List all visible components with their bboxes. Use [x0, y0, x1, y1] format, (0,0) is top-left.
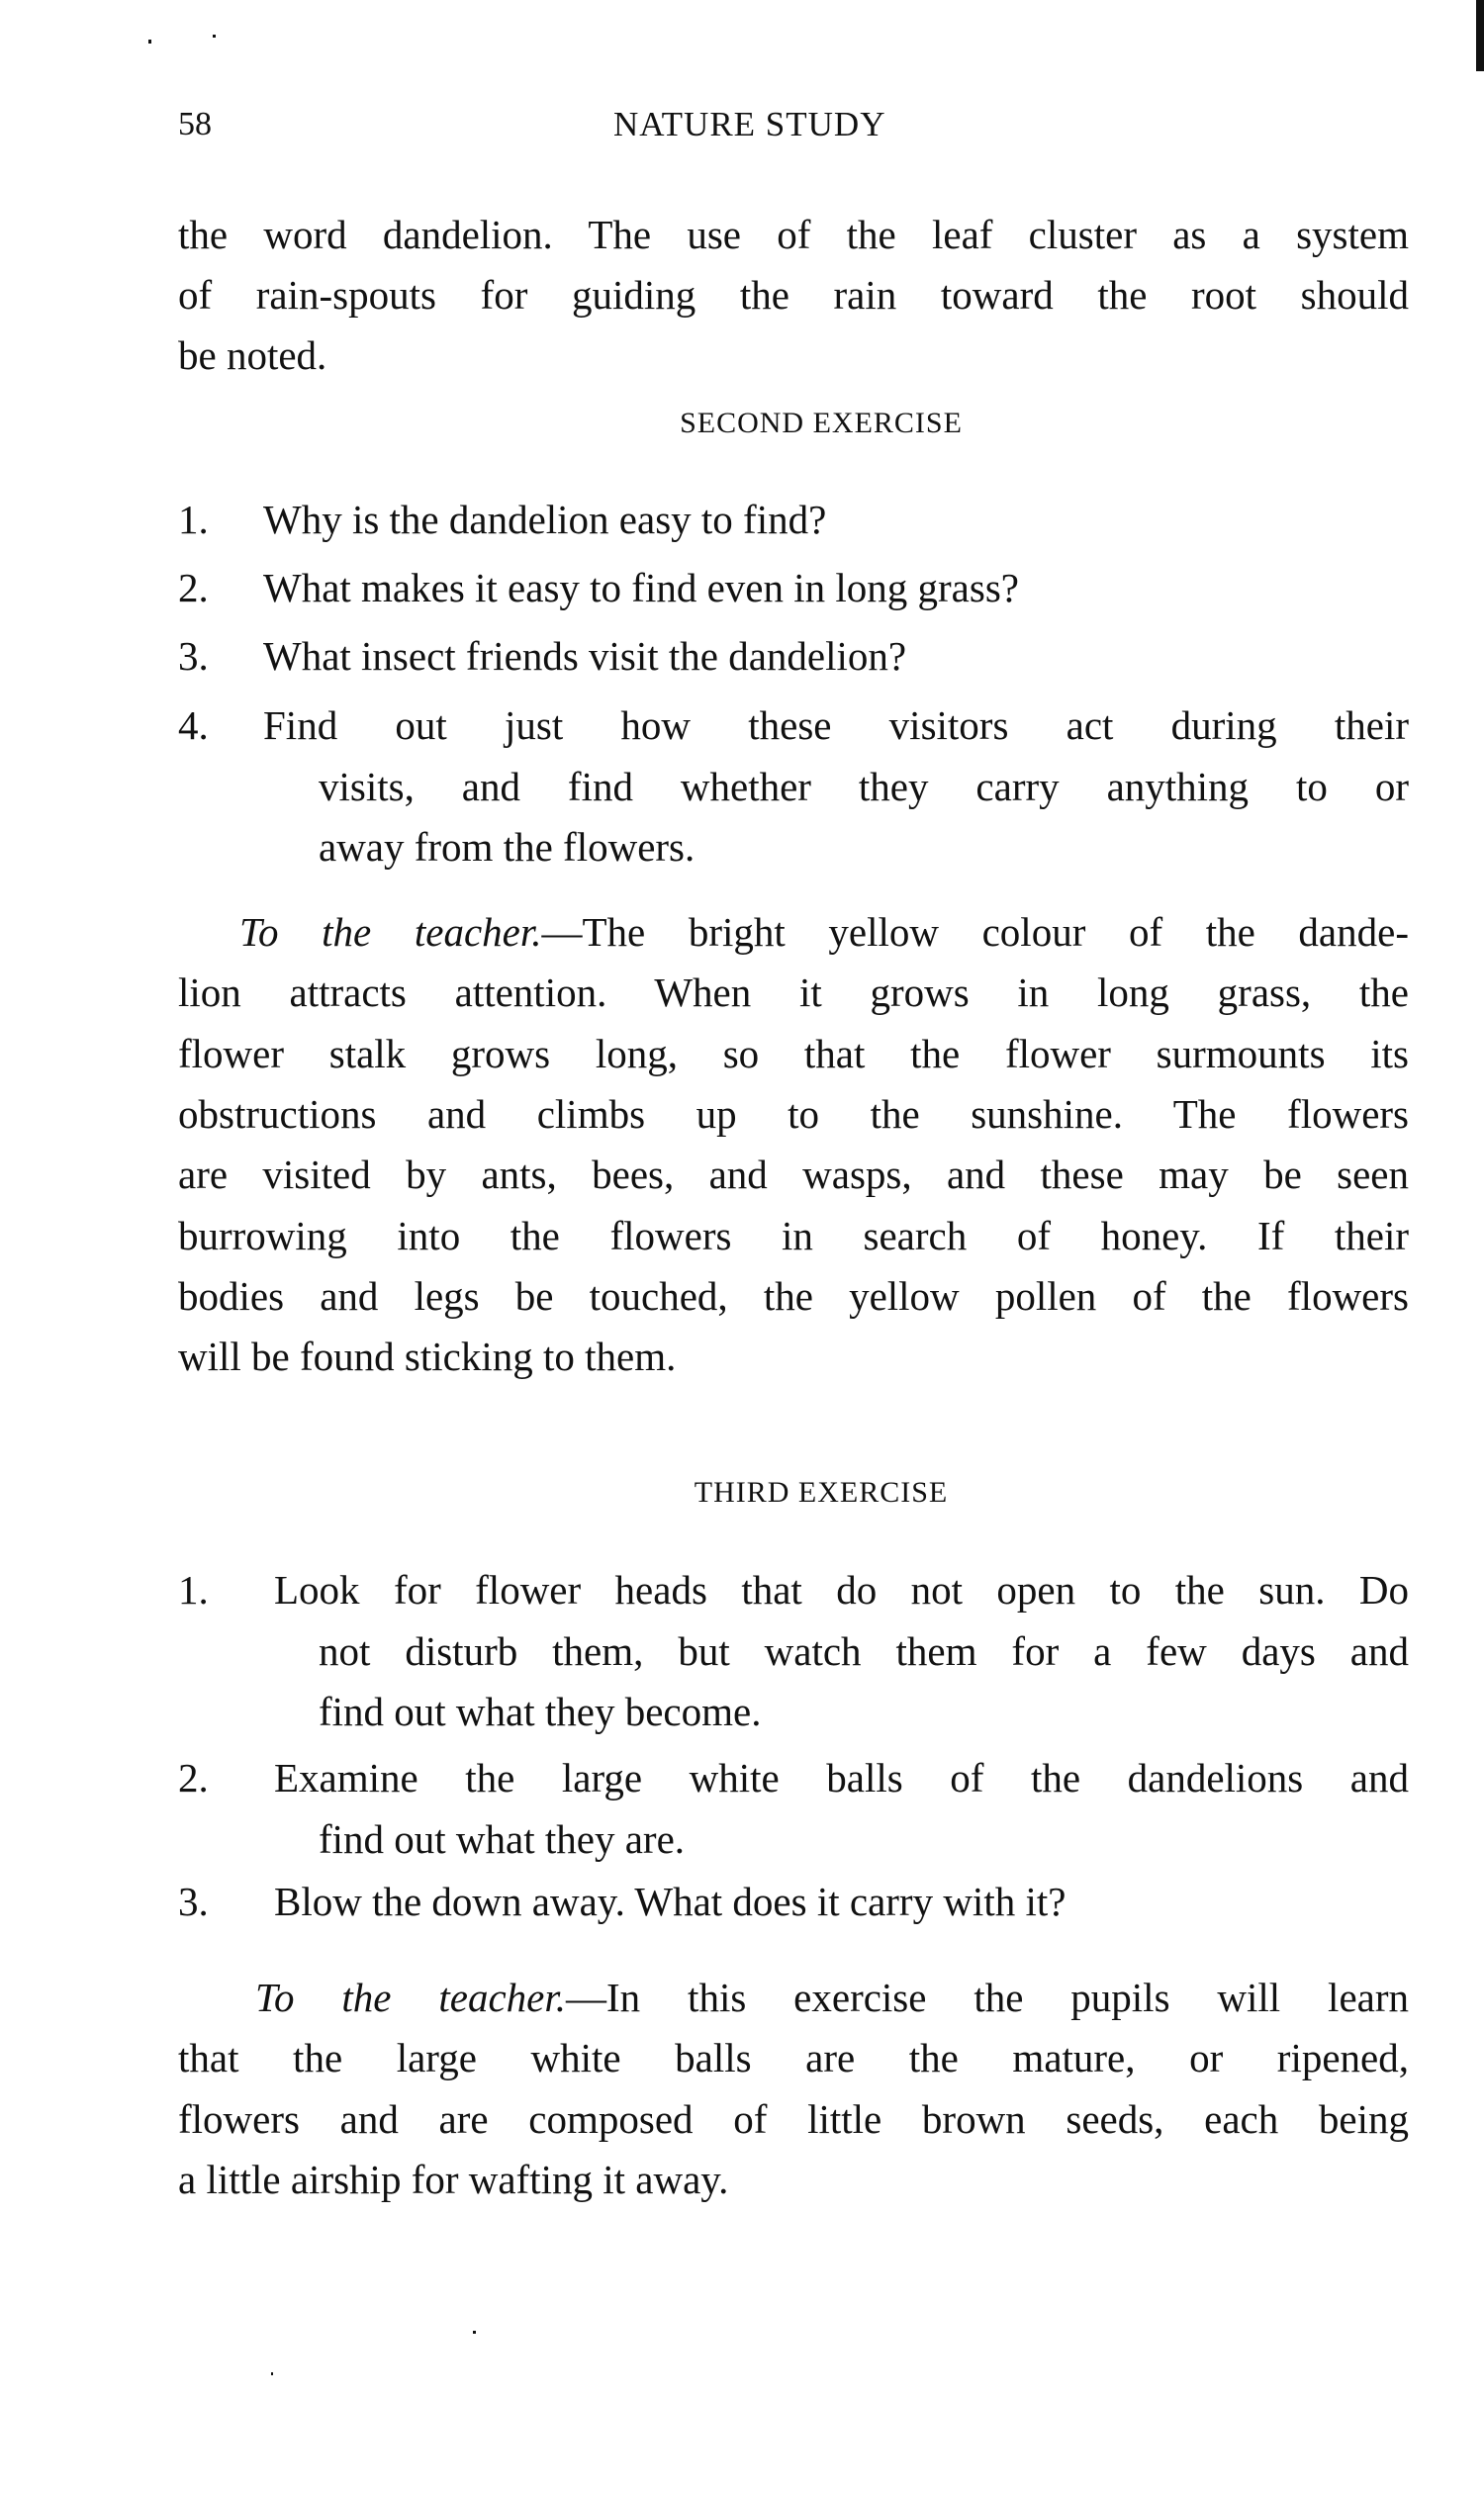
list-item-line: Blow the down away. What does it carry with it?: [274, 1879, 1067, 1924]
paragraph-line: a little airship for wafting it away.: [178, 2156, 729, 2202]
list-number: 3.: [178, 633, 209, 679]
paragraph-line: obstructions and climbs up to the sunshine. The flowers: [178, 1090, 1409, 1137]
list-number: 2.: [178, 1755, 209, 1800]
scan-edge-mark: [1476, 0, 1484, 71]
list-item-line: find out what they are.: [319, 1815, 686, 1862]
list-item-line: find out what they become.: [319, 1689, 762, 1734]
section-heading: THIRD EXERCISE: [694, 1476, 949, 1509]
section-heading: SECOND EXERCISE: [680, 407, 963, 439]
list-item-line: not disturb them, but watch them for a few days and: [319, 1627, 1409, 1674]
paragraph-line: flower stalk grows long, so that the flower surmounts its: [178, 1030, 1409, 1076]
list-item-line: Why is the dandelion easy to find?: [263, 497, 827, 542]
paragraph-line: flowers and are composed of little brown seeds, each being: [178, 2095, 1409, 2142]
list-item-line: What makes it easy to find even in long grass?: [263, 565, 1019, 610]
paragraph-line: of rain-spouts for guiding the rain toward the root should: [178, 272, 1409, 318]
list-item-line: Find out just how these visitors act during their: [263, 702, 1409, 748]
running-title: NATURE STUDY: [613, 105, 886, 143]
list-number: 3.: [178, 1879, 209, 1924]
paragraph-line: are visited by ants, bees, and wasps, and these may be seen: [178, 1152, 1409, 1198]
list-number: 1.: [178, 1567, 209, 1613]
page-number: 58: [178, 106, 212, 142]
paragraph-line: bodies and legs be touched, the yellow pollen of the flowers: [178, 1272, 1409, 1319]
paragraph-line: the word dandelion. The use of the leaf cluster as a system: [178, 212, 1409, 257]
list-number: 4.: [178, 702, 209, 748]
teacher-note-text: —In this exercise the pupils will learn: [566, 1975, 1410, 2020]
paragraph-line: will be found sticking to them.: [178, 1334, 677, 1380]
scan-speck: [148, 40, 151, 44]
paragraph-line: be noted.: [178, 332, 327, 378]
paragraph-line: burrowing into the flowers in search of honey. If their: [178, 1212, 1409, 1258]
scan-speck: [271, 2372, 273, 2375]
teacher-note-label: To the teacher.: [239, 909, 542, 955]
list-item-line: Look for flower heads that do not open to the sun. Do: [274, 1567, 1409, 1613]
paragraph-line: [239, 907, 1409, 957]
scan-speck: [473, 2331, 476, 2334]
teacher-note-text: —The bright yellow colour of the dande-: [541, 909, 1409, 955]
list-item-line: What insect friends visit the dandelion?: [263, 633, 907, 679]
teacher-note-label: To the teacher.: [255, 1975, 567, 2020]
list-number: 1.: [178, 497, 209, 542]
list-item-line: away from the flowers.: [319, 824, 696, 870]
list-number: 2.: [178, 565, 209, 610]
list-item-line: Examine the large white balls of the dandelions and: [274, 1755, 1409, 1800]
paragraph-line: lion attracts attention. When it grows in long grass, the: [178, 970, 1409, 1016]
paragraph-line: [255, 1973, 1409, 2022]
scan-speck: [213, 35, 216, 38]
paragraph-line: that the large white balls are the mature, or ripened,: [178, 2035, 1409, 2081]
list-item-line: visits, and find whether they carry anything to or: [319, 763, 1409, 809]
